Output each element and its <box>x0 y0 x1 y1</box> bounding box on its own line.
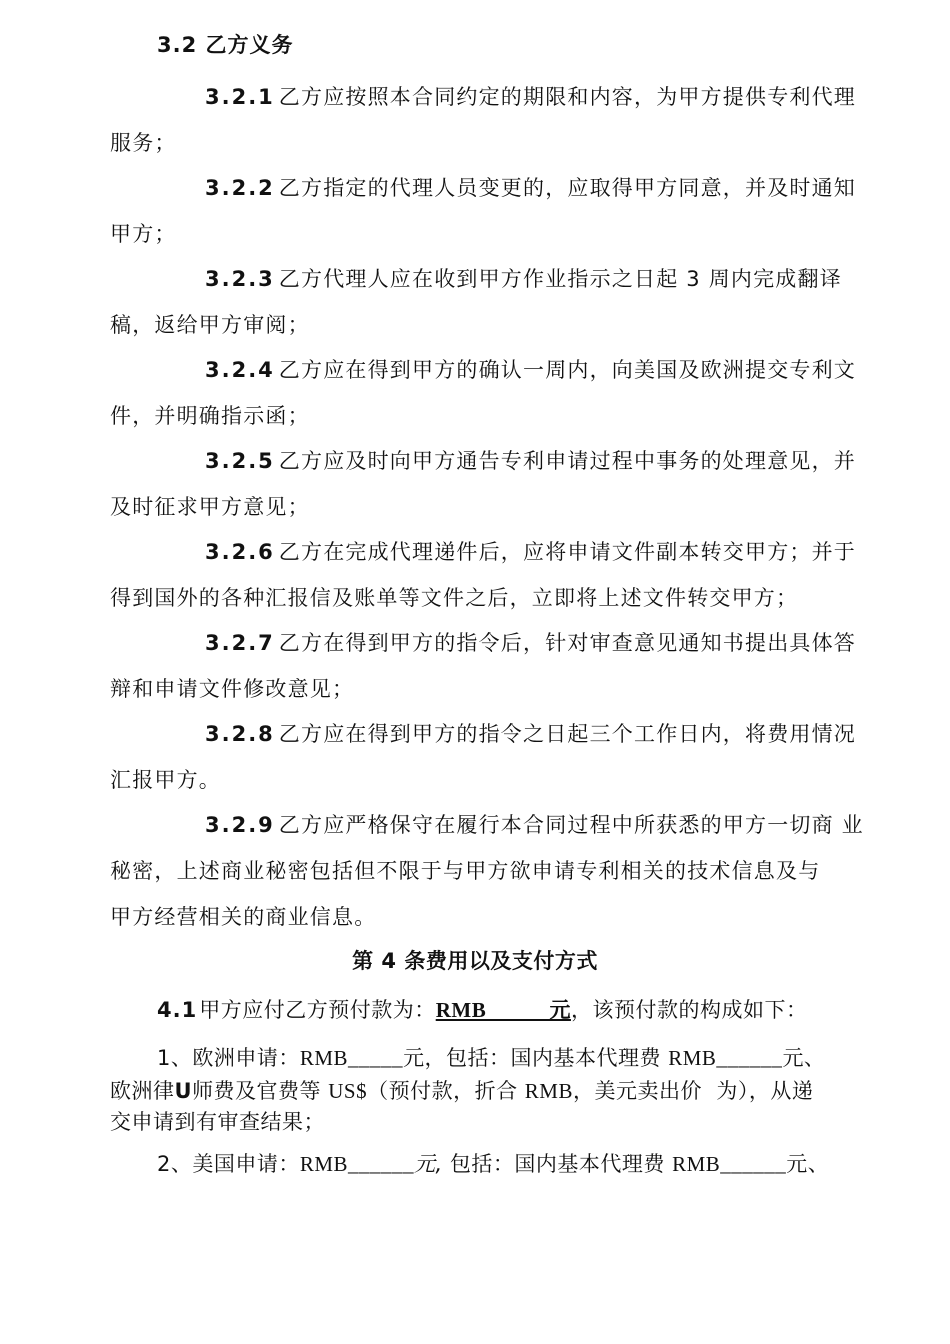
clause-3-2-3 <box>110 256 902 348</box>
stray-mark: U <box>174 1079 193 1103</box>
clause-3-2-4 <box>110 347 902 439</box>
item-2-line-1 <box>157 1149 950 1179</box>
article-4-title: 第 4 条费用以及支付方式 <box>352 949 598 973</box>
clause-text: 乙方代理人应在收到甲方作业指示之日起 3 周内完成翻译 <box>278 267 842 291</box>
item-text: 元、 <box>786 1152 830 1176</box>
item-label: 2、美国申请： <box>157 1152 300 1176</box>
clause-text: 汇报甲方。 <box>110 768 221 792</box>
item-1-line-3: 交申请到有审查结果； <box>110 1110 325 1134</box>
fill-blank: RMB______ <box>299 1152 415 1176</box>
clause-number: 3.2.6 <box>205 540 275 564</box>
clause-number: 3.2.3 <box>205 267 275 291</box>
fill-blank: RMB______ <box>672 1152 787 1176</box>
clause-text: 甲方； <box>110 222 177 246</box>
item-text: 欧洲律 <box>110 1079 175 1103</box>
clause-number: 4.1 <box>157 998 198 1022</box>
clause-text: 得到国外的各种汇报信及账单等文件之后，立即将上述文件转交甲方； <box>110 586 799 610</box>
paragraph-text: 甲方应付乙方预付款为： <box>199 998 436 1022</box>
clause-3-2-2 <box>110 165 902 257</box>
clause-text: 及时征求甲方意见； <box>110 495 310 519</box>
paragraph-text: ，该预付款的构成如下： <box>570 998 808 1022</box>
section-heading: 3.2 乙方义务 <box>157 33 294 57</box>
clause-text: 乙方应及时向甲方通告专利申请过程中事务的处理意见，并 <box>278 449 856 473</box>
clause-text: 乙方在得到甲方的指令后，针对审查意见通知书提出具体答 <box>278 631 856 655</box>
clause-3-2-1 <box>110 74 902 166</box>
currency-label: RMB <box>524 1079 573 1103</box>
paragraph-4-1 <box>157 995 950 1025</box>
clause-text: 乙方应严格保守在履行本合同过程中所获悉的甲方一切商 业 <box>278 813 864 837</box>
fill-blank: RMB______ <box>668 1046 783 1070</box>
item-1-line-1 <box>157 1043 950 1073</box>
clause-number: 3.2.5 <box>205 449 275 473</box>
clause-text: 乙方在完成代理递件后，应将申请文件副本转交甲方；并于 <box>278 540 856 564</box>
clause-3-2-5 <box>110 438 902 530</box>
item-1-line-2 <box>110 1076 910 1106</box>
clause-text: 乙方应在得到甲方的确认一周内，向美国及欧洲提交专利文 <box>278 358 856 382</box>
clause-3-2-7 <box>110 620 902 712</box>
clause-3-2-9 <box>110 802 902 940</box>
clause-number: 3.2.9 <box>205 813 275 837</box>
prepayment-amount: RMB 元 <box>435 998 571 1022</box>
item-text: ，美元卖出价 为），从递 <box>572 1079 814 1103</box>
item-text: （预付款，折合 <box>367 1079 525 1103</box>
clause-text: 稿，返给甲方审阅； <box>110 313 310 337</box>
clause-text: 件，并明确指示函； <box>110 404 310 428</box>
clause-number: 3.2.1 <box>205 85 275 109</box>
clause-number: 3.2.7 <box>205 631 275 655</box>
clause-text: 乙方指定的代理人员变更的，应取得甲方同意，并及时通知 <box>278 176 856 200</box>
clause-text: 乙方应按照本合同约定的期限和内容，为甲方提供专利代理 <box>278 85 856 109</box>
clause-text: 乙方应在得到甲方的指令之日起三个工作日内，将费用情况 <box>278 722 856 746</box>
item-text: 包括：国内基本代理费 <box>442 1152 673 1176</box>
item-text: 元, <box>414 1152 443 1176</box>
item-label: 1、欧洲申请： <box>157 1046 300 1070</box>
clause-3-2-6 <box>110 529 902 621</box>
clause-text: 甲方经营相关的商业信息。 <box>110 905 377 929</box>
clause-number: 3.2.8 <box>205 722 275 746</box>
clause-text: 服务； <box>110 131 177 155</box>
fill-blank: RMB_____ <box>299 1046 404 1070</box>
clause-3-2-8 <box>110 711 902 803</box>
currency-label: US$ <box>328 1079 368 1103</box>
clause-number: 3.2.4 <box>205 358 275 382</box>
item-text: 元、 <box>782 1046 826 1070</box>
item-text: 师费及官费等 <box>192 1079 329 1103</box>
clause-text: 辩和申请文件修改意见； <box>110 677 355 701</box>
clause-number: 3.2.2 <box>205 176 275 200</box>
item-text: 元，包括：国内基本代理费 <box>403 1046 669 1070</box>
clause-text: 秘密，上述商业秘密包括但不限于与甲方欲申请专利相关的技术信息及与 <box>110 859 821 883</box>
